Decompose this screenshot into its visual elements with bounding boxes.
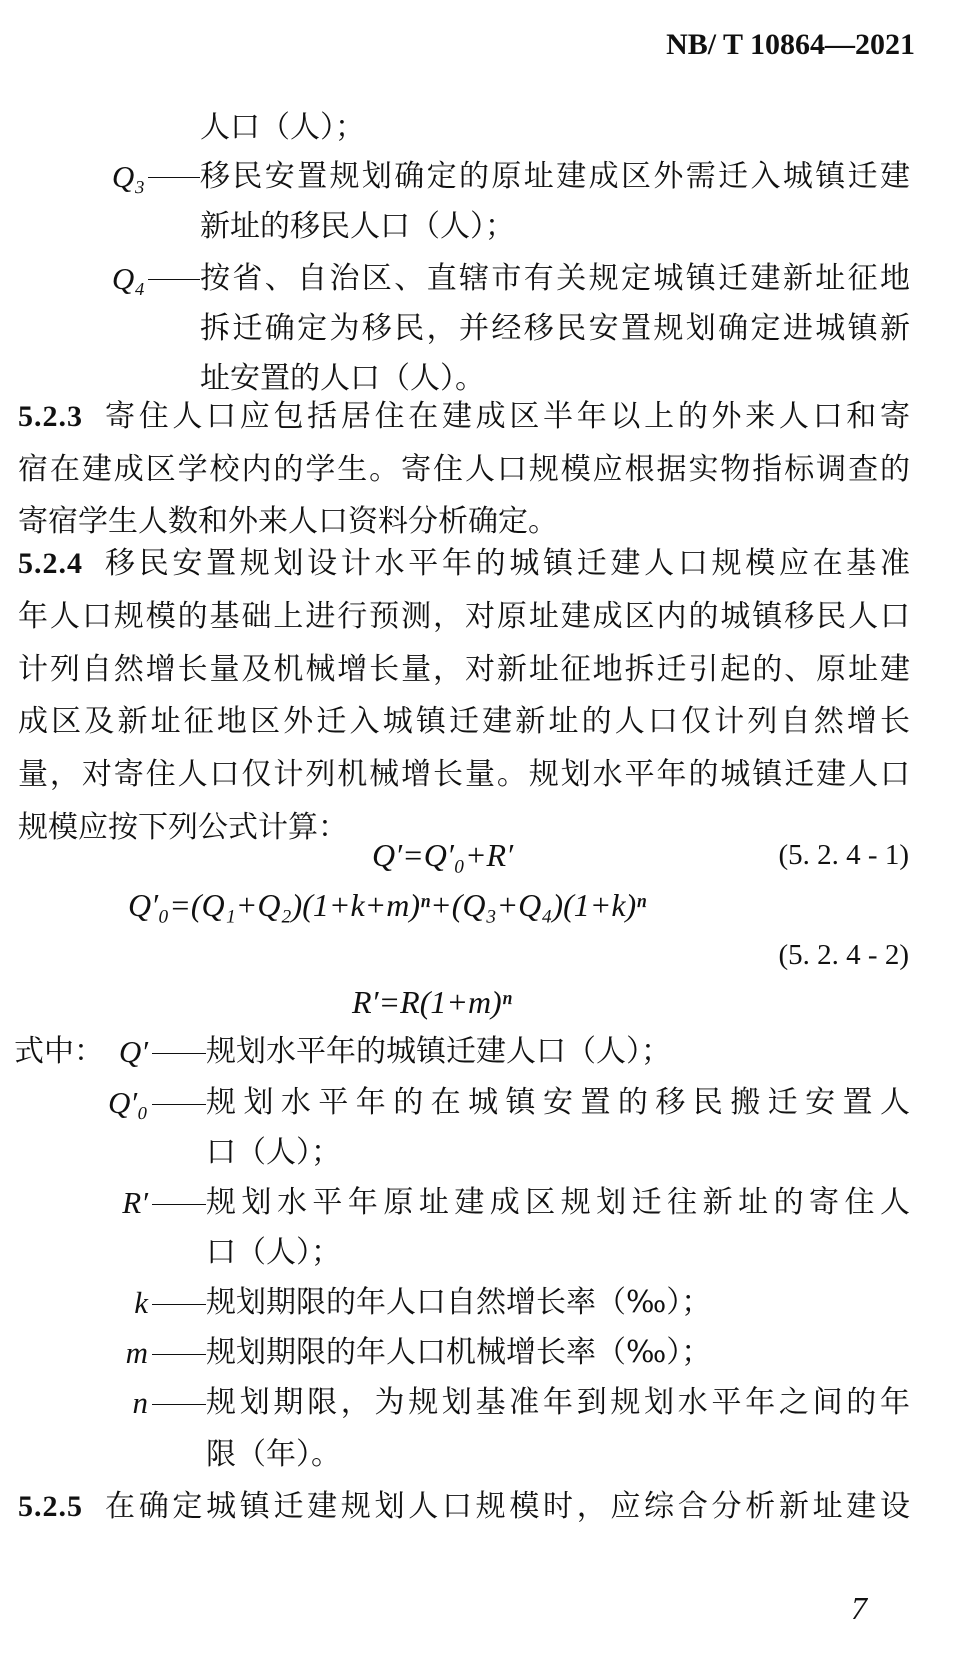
symbol-q-prime: Q′ [118, 1034, 148, 1069]
text-line: 口（人）； [206, 1235, 341, 1270]
symbol-n: n [132, 1385, 148, 1420]
symbol-q0-prime: Q′₀ [108, 1085, 148, 1120]
text-line: 寄住人口应包括居住在建成区半年以上的外来人口和寄 [105, 399, 910, 434]
text-line: 规划期限的年人口自然增长率（‰）； [206, 1285, 712, 1320]
equation-number: (5. 2. 4 - 1) [778, 839, 909, 871]
text-line: 按省、自治区、直辖市有关规定城镇迁建新址征地 [200, 261, 910, 296]
text-line: 移民安置规划设计水平年的城镇迁建人口规模应在基准 [105, 546, 910, 581]
text-line: 在确定城镇迁建规划人口规模时，应综合分析新址建设 [105, 1489, 910, 1524]
clause-number: 5.2.3 [18, 400, 83, 433]
clause-5-2-5 [18, 1487, 910, 1527]
symbol-k: k [134, 1285, 148, 1320]
formula-5-2-4-2: Q′₀=(Q₁+Q₂)(1+k+m)ⁿ+(Q₃+Q₄)(1+k)ⁿ [128, 887, 647, 923]
text-line: 计列自然增长量及机械增长量，对新址征地拆迁引起的、原址建 [18, 652, 910, 687]
em-dash [152, 1354, 206, 1355]
formula-5-2-4-3: R′=R(1+m)ⁿ [352, 984, 512, 1020]
where-label: 式中： [14, 1034, 104, 1069]
equation-number: (5. 2. 4 - 2) [778, 939, 909, 971]
text-line: 拆迁确定为移民，并经移民安置规划确定进城镇新 [200, 311, 910, 346]
text-line: 宿在建成区学校内的学生。寄住人口规模应根据实物指标调查的 [18, 452, 910, 487]
symbol-r-prime: R′ [122, 1185, 148, 1220]
page-number: 7 [851, 1590, 867, 1626]
em-dash [152, 1053, 206, 1054]
text-line: 量，对寄住人口仅计列机械增长量。规划水平年的城镇迁建人口 [18, 757, 910, 792]
text-line: 年人口规模的基础上进行预测，对原址建成区内的城镇移民人口 [18, 599, 910, 634]
text-line: 成区及新址征地区外迁入城镇迁建新址的人口仅计列自然增长 [18, 704, 910, 739]
em-dash [148, 177, 200, 178]
em-dash [152, 1304, 206, 1305]
text-line: 口（人）； [206, 1135, 341, 1170]
clause-5-2-3 [18, 397, 910, 437]
formula-5-2-4-1: Q′=Q′₀+R′ [372, 837, 514, 873]
symbol-q4: Q₄ [111, 261, 145, 296]
standard-number: NB/ T 10864—2021 [666, 28, 915, 61]
text-line: 移民安置规划确定的原址建成区外需迁入城镇迁建 [200, 159, 910, 194]
em-dash [148, 279, 200, 280]
text-line: 人口（人）； [200, 110, 365, 145]
em-dash [152, 1204, 206, 1205]
text-line: 寄宿学生人数和外来人口资料分析确定。 [18, 504, 558, 539]
text-line: 规划水平年原址建成区规划迁往新址的寄住人 [206, 1185, 910, 1220]
text-line: 规划期限的年人口机械增长率（‰）； [206, 1335, 712, 1370]
symbol-q3: Q₃ [111, 159, 145, 194]
text-line: 规划期限，为规划基准年到规划水平年之间的年 [206, 1385, 910, 1420]
em-dash [152, 1104, 206, 1105]
em-dash [152, 1404, 206, 1405]
clause-5-2-4 [18, 544, 910, 584]
clause-number: 5.2.4 [18, 547, 83, 580]
text-line: 新址的移民人口（人）； [200, 209, 515, 244]
clause-number: 5.2.5 [18, 1490, 83, 1523]
text-line: 规划水平年的城镇迁建人口（人）； [206, 1034, 671, 1069]
text-line: 址安置的人口（人）。 [200, 361, 485, 396]
text-line: 限（年）。 [206, 1437, 341, 1472]
text-line: 规划水平年的在城镇安置的移民搬迁安置人 [206, 1085, 910, 1120]
symbol-m: m [125, 1335, 148, 1370]
text-line: 规模应按下列公式计算： [18, 810, 348, 845]
